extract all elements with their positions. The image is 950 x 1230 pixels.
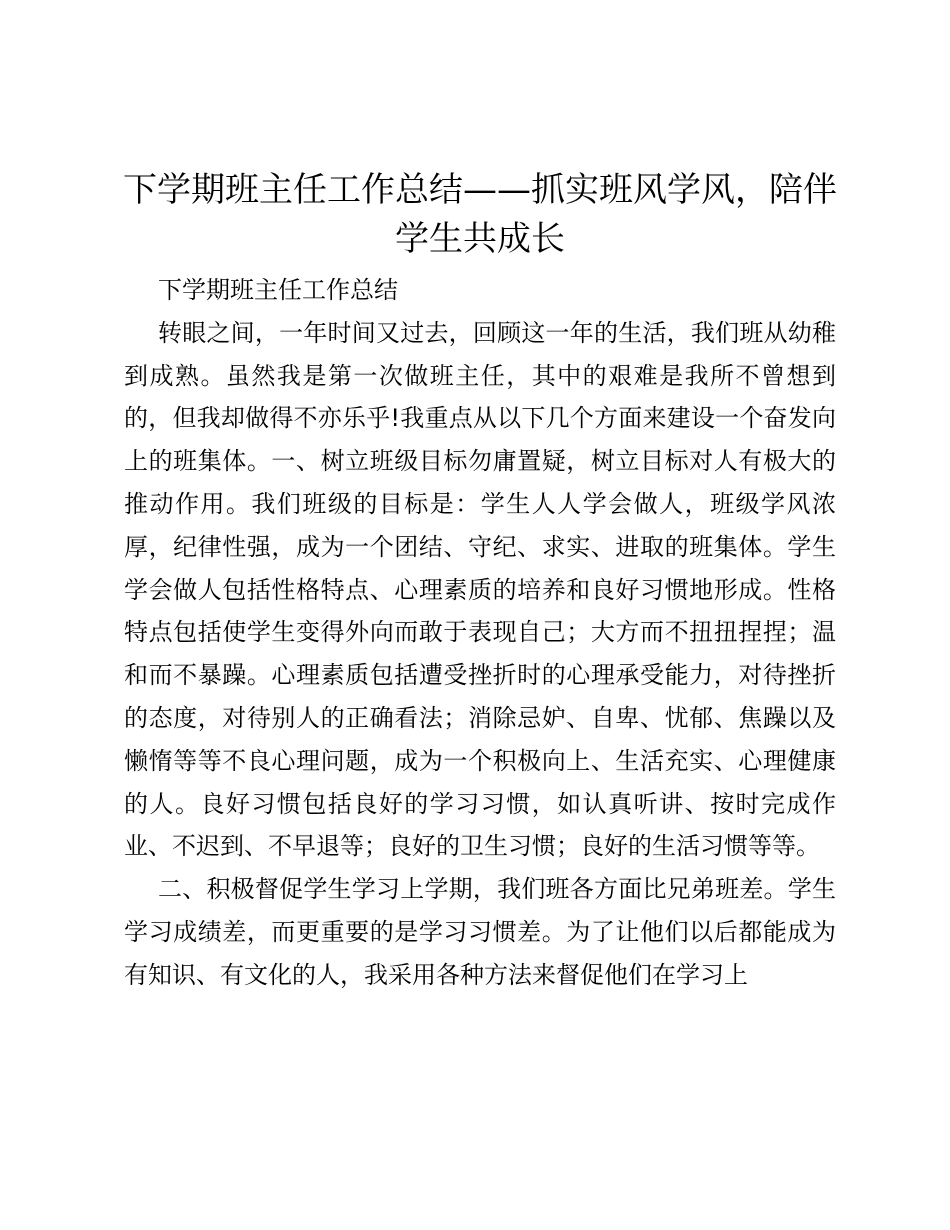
body-paragraph-2: 二、积极督促学生学习上学期，我们班各方面比兄弟班差。学生学习成绩差，而更重要的是学习习惯差。为了让他们以后都能成为有知识、有文化的人，我采用各种方法来督促他们在学习上 [124, 875, 836, 989]
document-title: 下学期班主任工作总结——抓实班风学风，陪伴学生共成长 [123, 170, 837, 259]
subtitle-paragraph: 下学期班主任工作总结 [158, 276, 398, 304]
body-paragraph-1: 转眼之间，一年时间又过去，回顾这一年的生活，我们班从幼稚到成熟。虽然我是第一次做班主任，其中的艰难是我所不曾想到的，但我却做得不亦乐乎!我重点从以下几个方面来建设一个奋发向上的班集体。一、树立班级目标勿庸置疑，树立目标对人有极大的推动作用。我们班级的目标是：学生人人学会做人，班级学风浓厚，纪律性强，成为一个团结、守纪、求实、进取的班集体。学生学会做人包括性格特点、心理素质的培养和良好习惯地形成。性格特点包括使学生变得外向而敢于表现自己；大方而不扭扭捏捏；温和而不暴躁。心理素质包括遭受挫折时的心理承受能力，对待挫折的态度，对待别人的正确看法；消除忌妒、自卑、忧郁、焦躁以及懒惰等等不良心理问题，成为一个积极向上、生活充实、心理健康的人。良好习惯包括良好的学习习惯，如认真听讲、按时完成作业、不迟到、不早退等；良好的卫生习惯；良好的生活习惯等等。 [124, 318, 836, 861]
document-body [124, 269, 836, 997]
